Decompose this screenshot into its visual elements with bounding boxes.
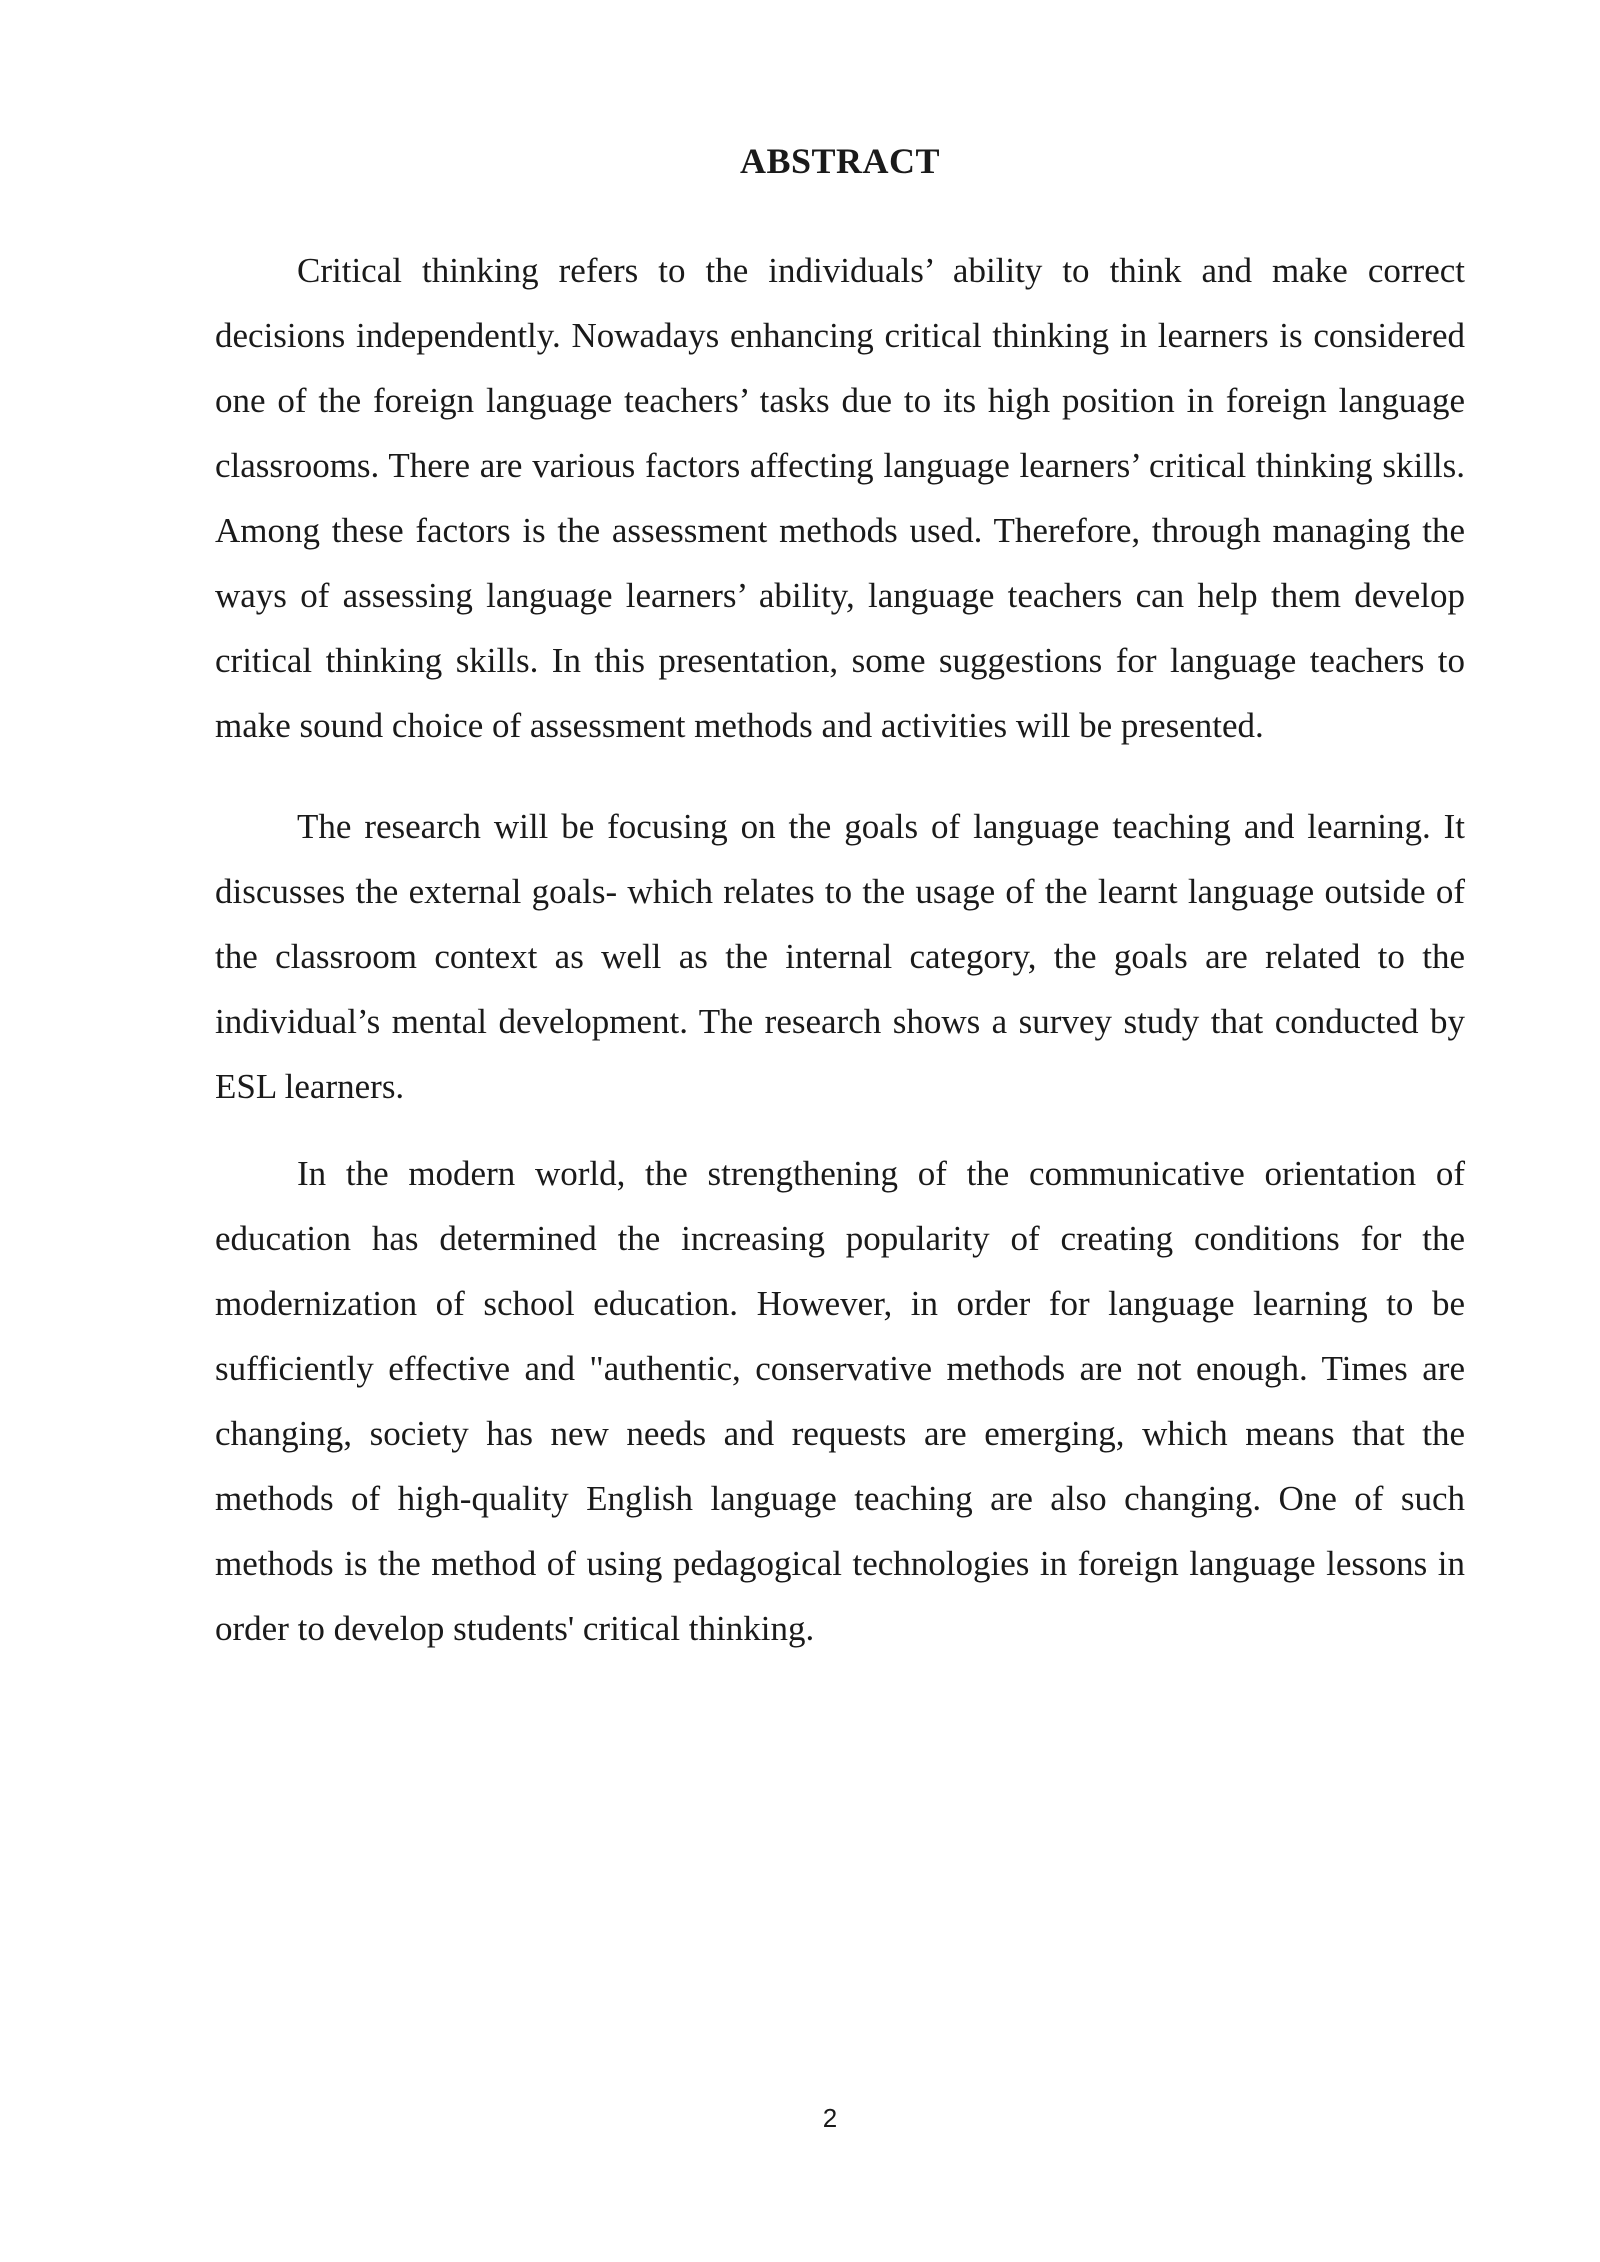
abstract-paragraph-2: The research will be focusing on the goals of language teaching and learning. It discusses the external goals- which relates to the usage of the learnt language outside of the classroom context as well as the internal category, the goals are related to the individual’s mental development. The research shows a survey study that conducted by ESL learners. [215,807,1465,1106]
abstract-paragraph-1: Critical thinking refers to the individuals’ ability to think and make correct decisions independently. Nowadays enhancing critical thinking in learners is considered one of the foreign language teachers’ tasks due to its high position in foreign language classrooms. There are various factors affecting language learners’ critical thinking skills. Among these factors is the assessment methods used. Therefore, through managing the ways of assessing language learners’ ability, language teachers can help them develop critical thinking skills. In this presentation, some suggestions for language teachers to make sound choice of assessment methods and activities will be presented. [215,251,1465,745]
abstract-body [215,238,1465,1661]
abstract-paragraph-3: In the modern world, the strengthening of the communicative orientation of education has determined the increasing popularity of creating conditions for the modernization of school education. However, in order for language learning to be sufficiently effective and "authentic, conservative methods are not enough. Times are changing, society has new needs and requests are emerging, which means that the methods of high-quality English language teaching are also changing. One of such methods is the method of using pedagogical technologies in foreign language lessons in order to develop students' critical thinking. [215,1154,1465,1648]
page-number: 2 [822,2103,838,2133]
page-title: ABSTRACT [739,141,941,181]
